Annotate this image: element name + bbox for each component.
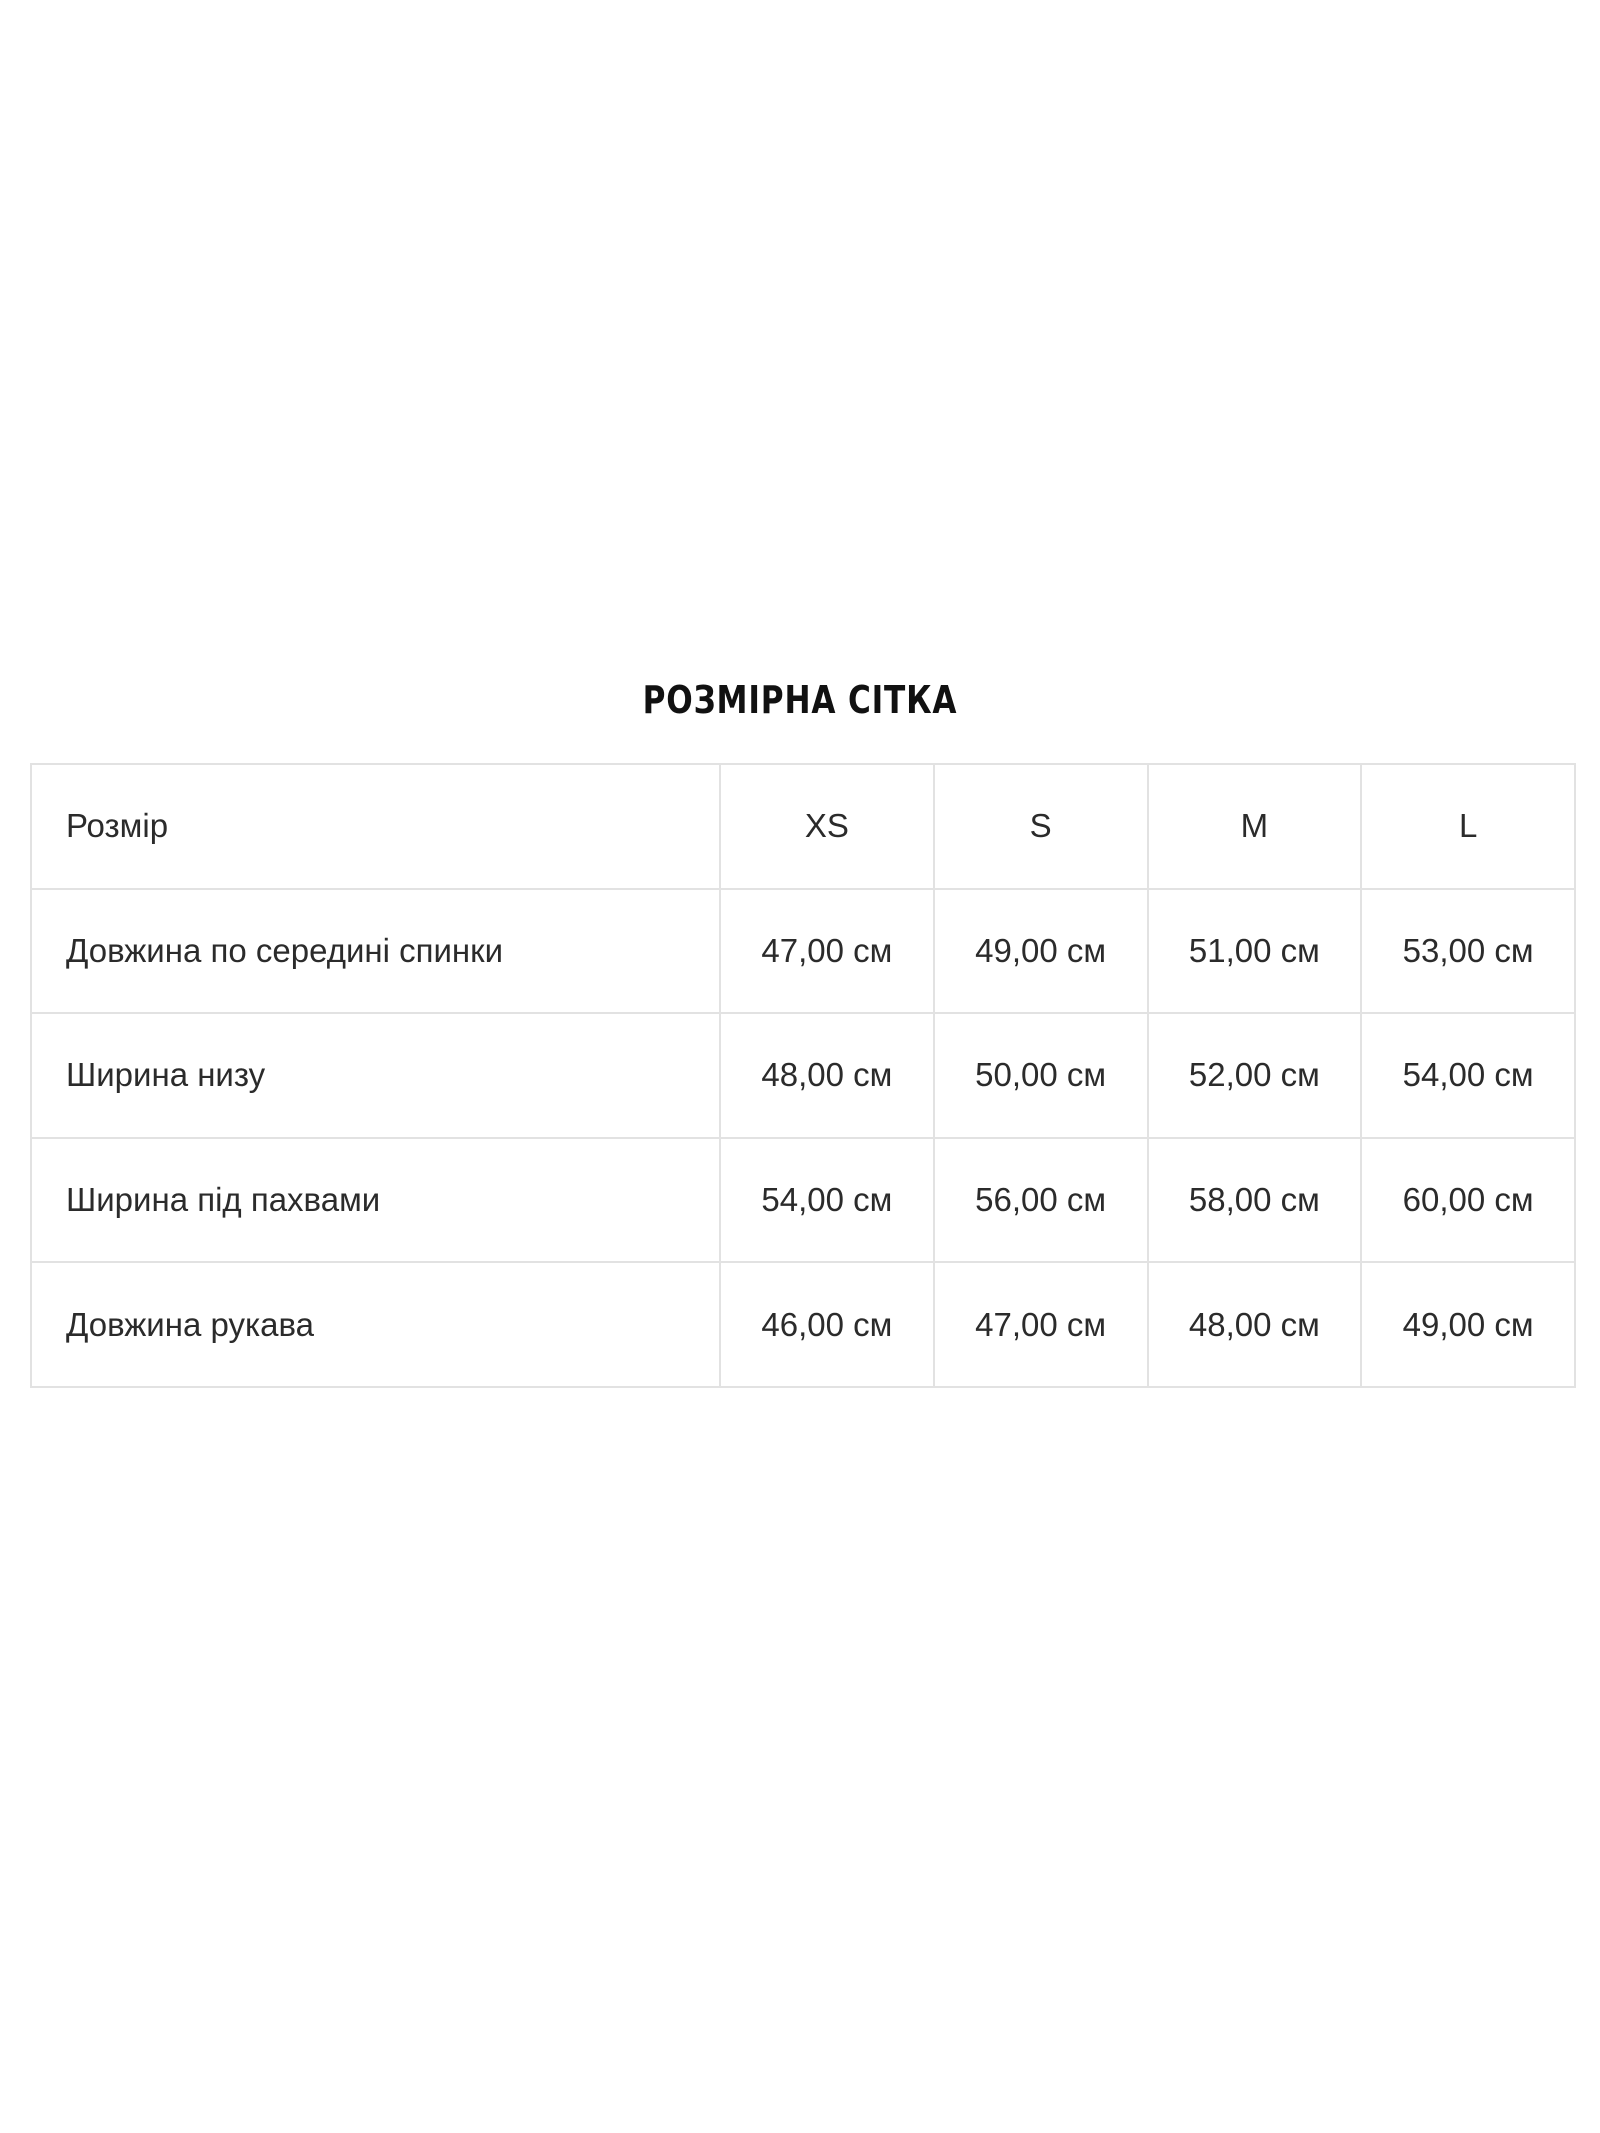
table-cell: 51,00 см (1148, 889, 1362, 1014)
table-cell: 47,00 см (720, 889, 934, 1014)
header-size-xs: XS (720, 764, 934, 889)
row-label: Ширина під пахвами (31, 1138, 720, 1263)
table-cell: 53,00 см (1361, 889, 1575, 1014)
table-cell: 48,00 см (1148, 1262, 1362, 1387)
table-cell: 60,00 см (1361, 1138, 1575, 1263)
table-cell: 54,00 см (720, 1138, 934, 1263)
header-size-l: L (1361, 764, 1575, 889)
table-cell: 52,00 см (1148, 1013, 1362, 1138)
table-cell: 54,00 см (1361, 1013, 1575, 1138)
table-cell: 48,00 см (720, 1013, 934, 1138)
table-row (31, 1262, 1575, 1387)
table-cell: 50,00 см (934, 1013, 1148, 1138)
table-header-row (31, 764, 1575, 889)
table-cell: 58,00 см (1148, 1138, 1362, 1263)
row-label: Ширина низу (31, 1013, 720, 1138)
header-size-m: M (1148, 764, 1362, 889)
table-cell: 49,00 см (1361, 1262, 1575, 1387)
table-row (31, 889, 1575, 1014)
size-chart-table (30, 763, 1576, 1388)
table-cell: 56,00 см (934, 1138, 1148, 1263)
table-cell: 47,00 см (934, 1262, 1148, 1387)
header-size-s: S (934, 764, 1148, 889)
table-cell: 49,00 см (934, 889, 1148, 1014)
table-row (31, 1138, 1575, 1263)
row-label: Довжина по середині спинки (31, 889, 720, 1014)
table-cell: 46,00 см (720, 1262, 934, 1387)
header-size-label: Розмір (31, 764, 720, 889)
page-title: РОЗМІРНА СІТКА (642, 678, 958, 722)
table-row (31, 1013, 1575, 1138)
row-label: Довжина рукава (31, 1262, 720, 1387)
